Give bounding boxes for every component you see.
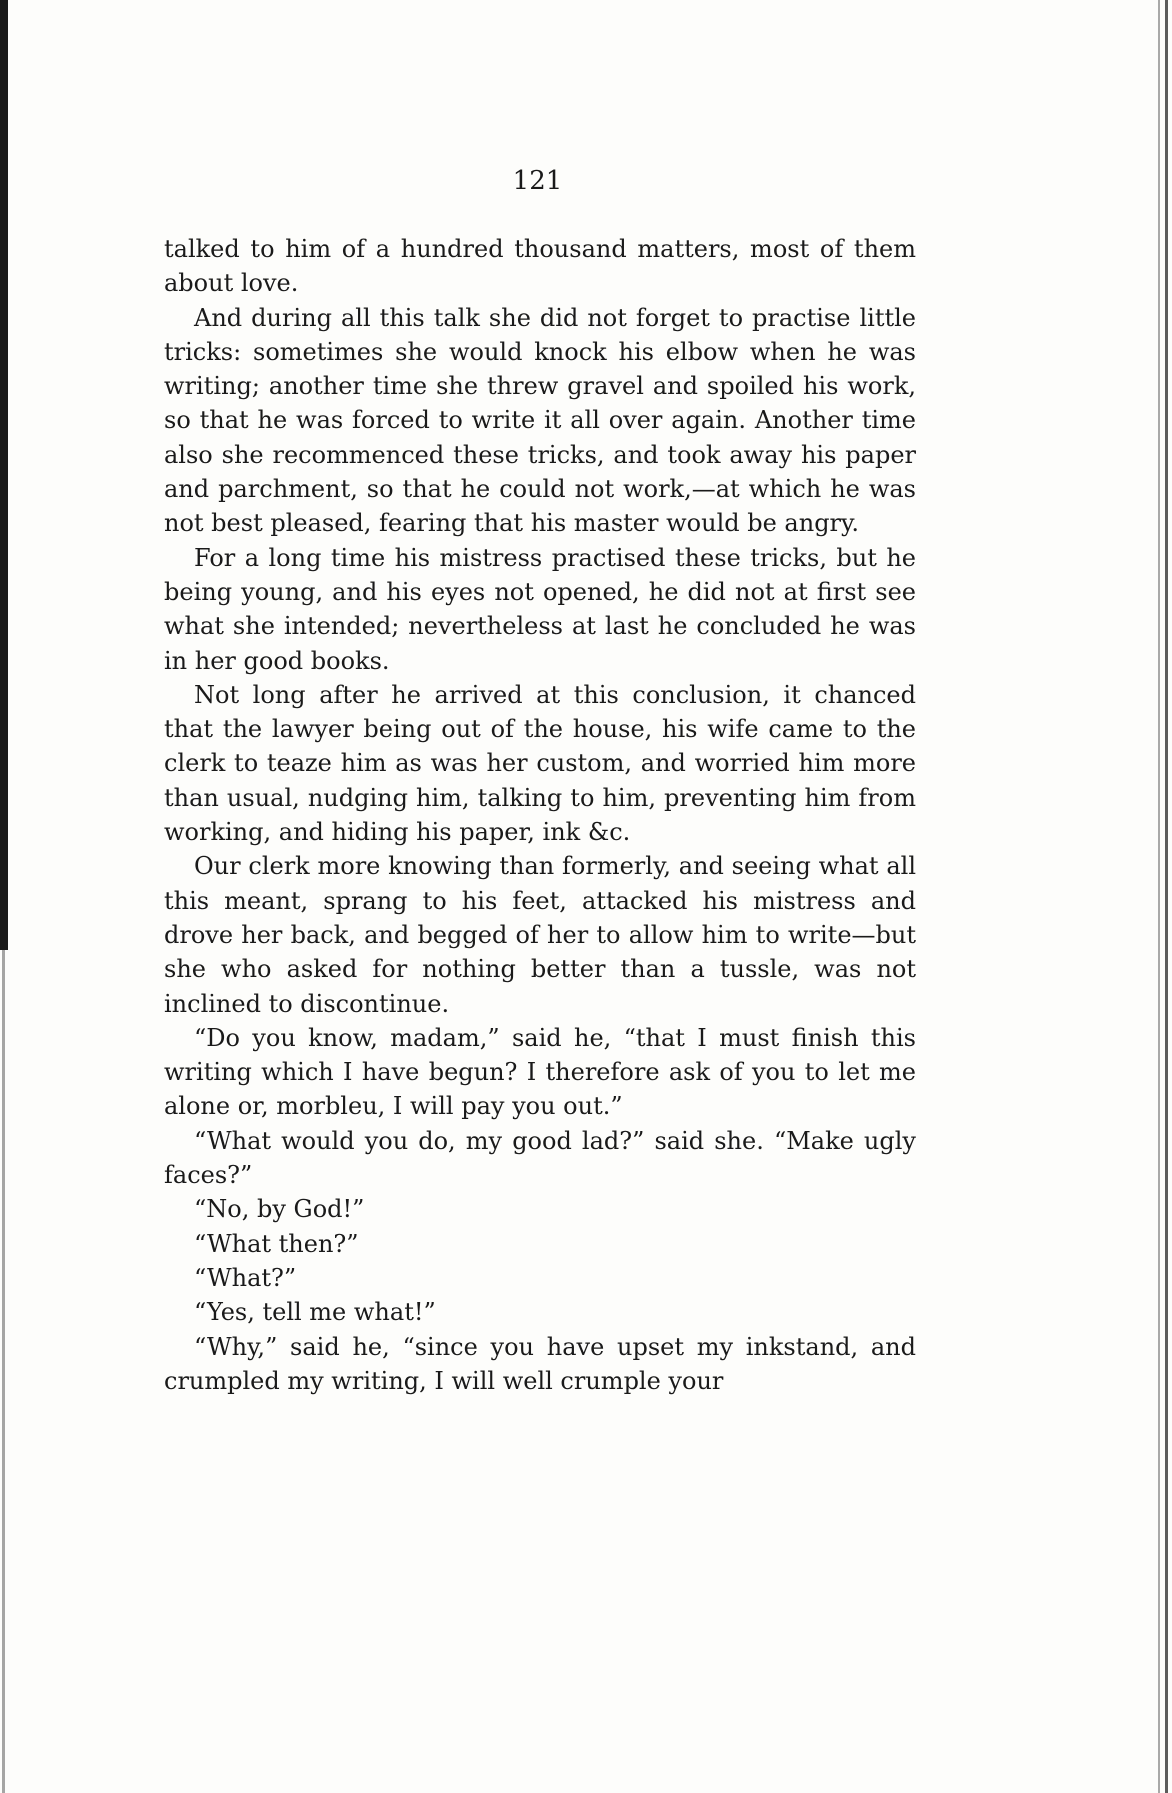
paragraph-6: “Do you know, madam,” said he, “that I must finish this writing which I have begun? I therefore ask of you to let me alone or, morbleu, I will pay you out.”: [164, 1023, 916, 1121]
body-text: [164, 232, 916, 1398]
paragraph-5: Our clerk more knowing than formerly, and seeing what all this meant, sprang to his feet, attacked his mistress and drove her back, and begged of her to allow him to write—but she who asked for nothing better than a tussle, was not inclined to discontinue.: [164, 852, 916, 1018]
paragraph-2: And during all this talk she did not forget to practise little tricks: sometimes she would knock his elbow when he was writing; another time she threw gravel and spoiled his work, so that he was forced to write it all over again. Another time also she recommenced these tricks, and took away his paper and parchment, so that he could not work,—at which he was not best pleased, fearing that his master would be angry.: [164, 303, 916, 538]
paragraph-12: “Why,” said he, “since you have upset my inkstand, and crumpled my writing, I will well crumple your: [164, 1332, 916, 1395]
paragraph-11: “Yes, tell me what!”: [194, 1298, 436, 1327]
scan-edge-left: [0, 0, 8, 950]
paragraph-3: For a long time his mistress practised these tricks, but he being young, and his eyes not opened, he did not at first see what she intended; nevertheless at last he concluded he was in her good books.: [164, 543, 916, 675]
paragraph-7: “What would you do, my good lad?” said she. “Make ugly faces?”: [164, 1126, 916, 1190]
scan-edge-right: [1165, 0, 1168, 1793]
paragraph-4: Not long after he arrived at this conclusion, it chanced that the lawyer being out of the house, his wife came to the clerk to teaze him as was her custom, and worried him more than usual, nudging him, talking to him, preventing him from working, and hiding his paper, ink &c.: [164, 680, 916, 847]
scan-edge-right-inner: [1158, 0, 1160, 1793]
paragraph-8: “No, by God!”: [194, 1195, 365, 1224]
paragraph-1: talked to him of a hundred thousand matters, most of them about love.: [164, 235, 916, 298]
paragraph-10: “What?”: [194, 1263, 297, 1292]
paragraph-9: “What then?”: [194, 1229, 359, 1258]
page-number: 121: [512, 166, 563, 196]
scan-edge-left-lower: [2, 950, 5, 1793]
